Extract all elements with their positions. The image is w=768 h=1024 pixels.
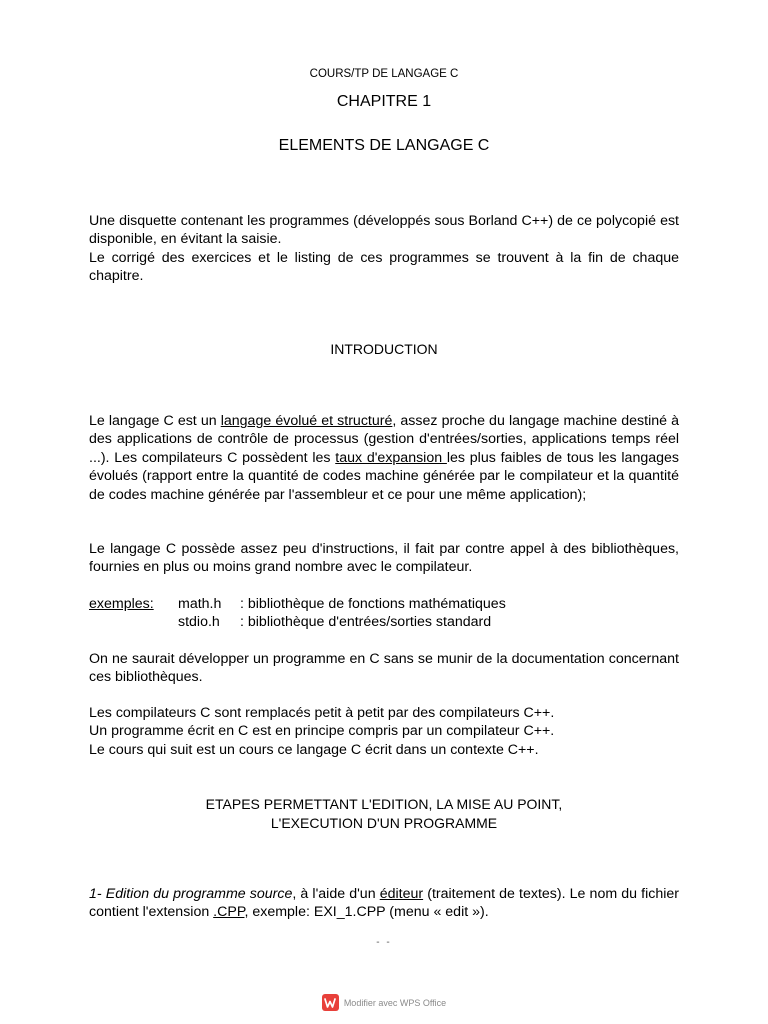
- para3-line-1: Les compilateurs C sont remplacés petit à petit par des compilateurs C++.: [89, 705, 555, 721]
- para3-line-3: Le cours qui suit est un cours ce langage C écrit dans un contexte C++.: [89, 741, 539, 758]
- documentation-warning: On ne saurait développer un programme en C sans se munir de la documentation concernant ces bibliothèques.: [89, 651, 679, 686]
- etapes-heading-line-1: ETAPES PERMETTANT L'EDITION, LA MISE AU POINT,: [205, 796, 563, 812]
- step-1-title: 1- Edition du programme source: [89, 886, 293, 902]
- examples-label: exemples:: [89, 596, 154, 612]
- notice-line-1: Une disquette contenant les programmes (développés sous Borland C++) de ce polycopié est disponible, en évitant la saisie.: [89, 213, 679, 248]
- step-1-paragraph: 1- Edition du programme source, à l'aide d'un éditeur (traitement de textes). Le nom du fichier contient l'extension .CPP, exemple: EXI_1.CPP (menu « edit »).: [89, 886, 680, 921]
- page-number: - -: [376, 937, 392, 948]
- etapes-heading-line-2: L'EXECUTION D'UN PROGRAMME: [270, 815, 498, 831]
- course-header: COURS/TP DE LANGAGE C: [309, 68, 459, 80]
- wps-office-logo-icon: [322, 994, 339, 1011]
- wps-edit-label: Modifier avec WPS Office: [343, 997, 447, 1008]
- chapter-number: CHAPITRE 1: [336, 93, 432, 110]
- term-editeur: éditeur: [379, 886, 424, 902]
- intro-paragraph-1: Le langage C est un langage évolué et structuré, assez proche du langage machine destiné à des applications de contrôle de processus (gestion d'entrées/sorties, applications temps réel ...). Les compilateurs C possèdent les taux d'expansion les plus faibles de tous les langages évolués (rapport entre la quantité de codes machine générée par le compilateur et la quantité de codes machine générée par l'assembleur et ce pour une même application);: [89, 413, 679, 503]
- example-library-desc: : bibliothèque d'entrées/sorties standard: [240, 614, 492, 631]
- para3-line-2: Un programme écrit en C est en principe compris par un compilateur C++.: [89, 723, 555, 740]
- example-library-name: stdio.h: [178, 614, 220, 631]
- examples-list: [89, 595, 679, 632]
- etapes-heading: [0, 795, 768, 833]
- introduction-heading: INTRODUCTION: [330, 341, 438, 357]
- term-langage-evolue: langage évolué et structuré: [220, 413, 393, 429]
- notice-line-2: Le corrigé des exercices et le listing de ces programmes se trouvent à la fin de chaque chapitre.: [89, 249, 679, 285]
- intro-paragraph-2: Le langage C possède assez peu d'instructions, il fait par contre appel à des bibliothèques, fournies en plus ou moins grand nombre avec le compilateur.: [89, 541, 679, 576]
- term-taux-expansion: taux d'expansion: [335, 449, 447, 466]
- wps-edit-link[interactable]: [0, 994, 768, 1011]
- example-library-name: math.h: [178, 596, 222, 612]
- example-row: [89, 595, 679, 613]
- term-cpp-extension: .CPP: [213, 904, 245, 921]
- chapter-title: ELEMENTS DE LANGAGE C: [278, 137, 490, 154]
- example-row: [89, 613, 679, 631]
- intro-paragraph-3: [89, 704, 679, 759]
- notice-paragraph: [89, 212, 679, 286]
- example-library-desc: : bibliothèque de fonctions mathématiques: [240, 596, 506, 612]
